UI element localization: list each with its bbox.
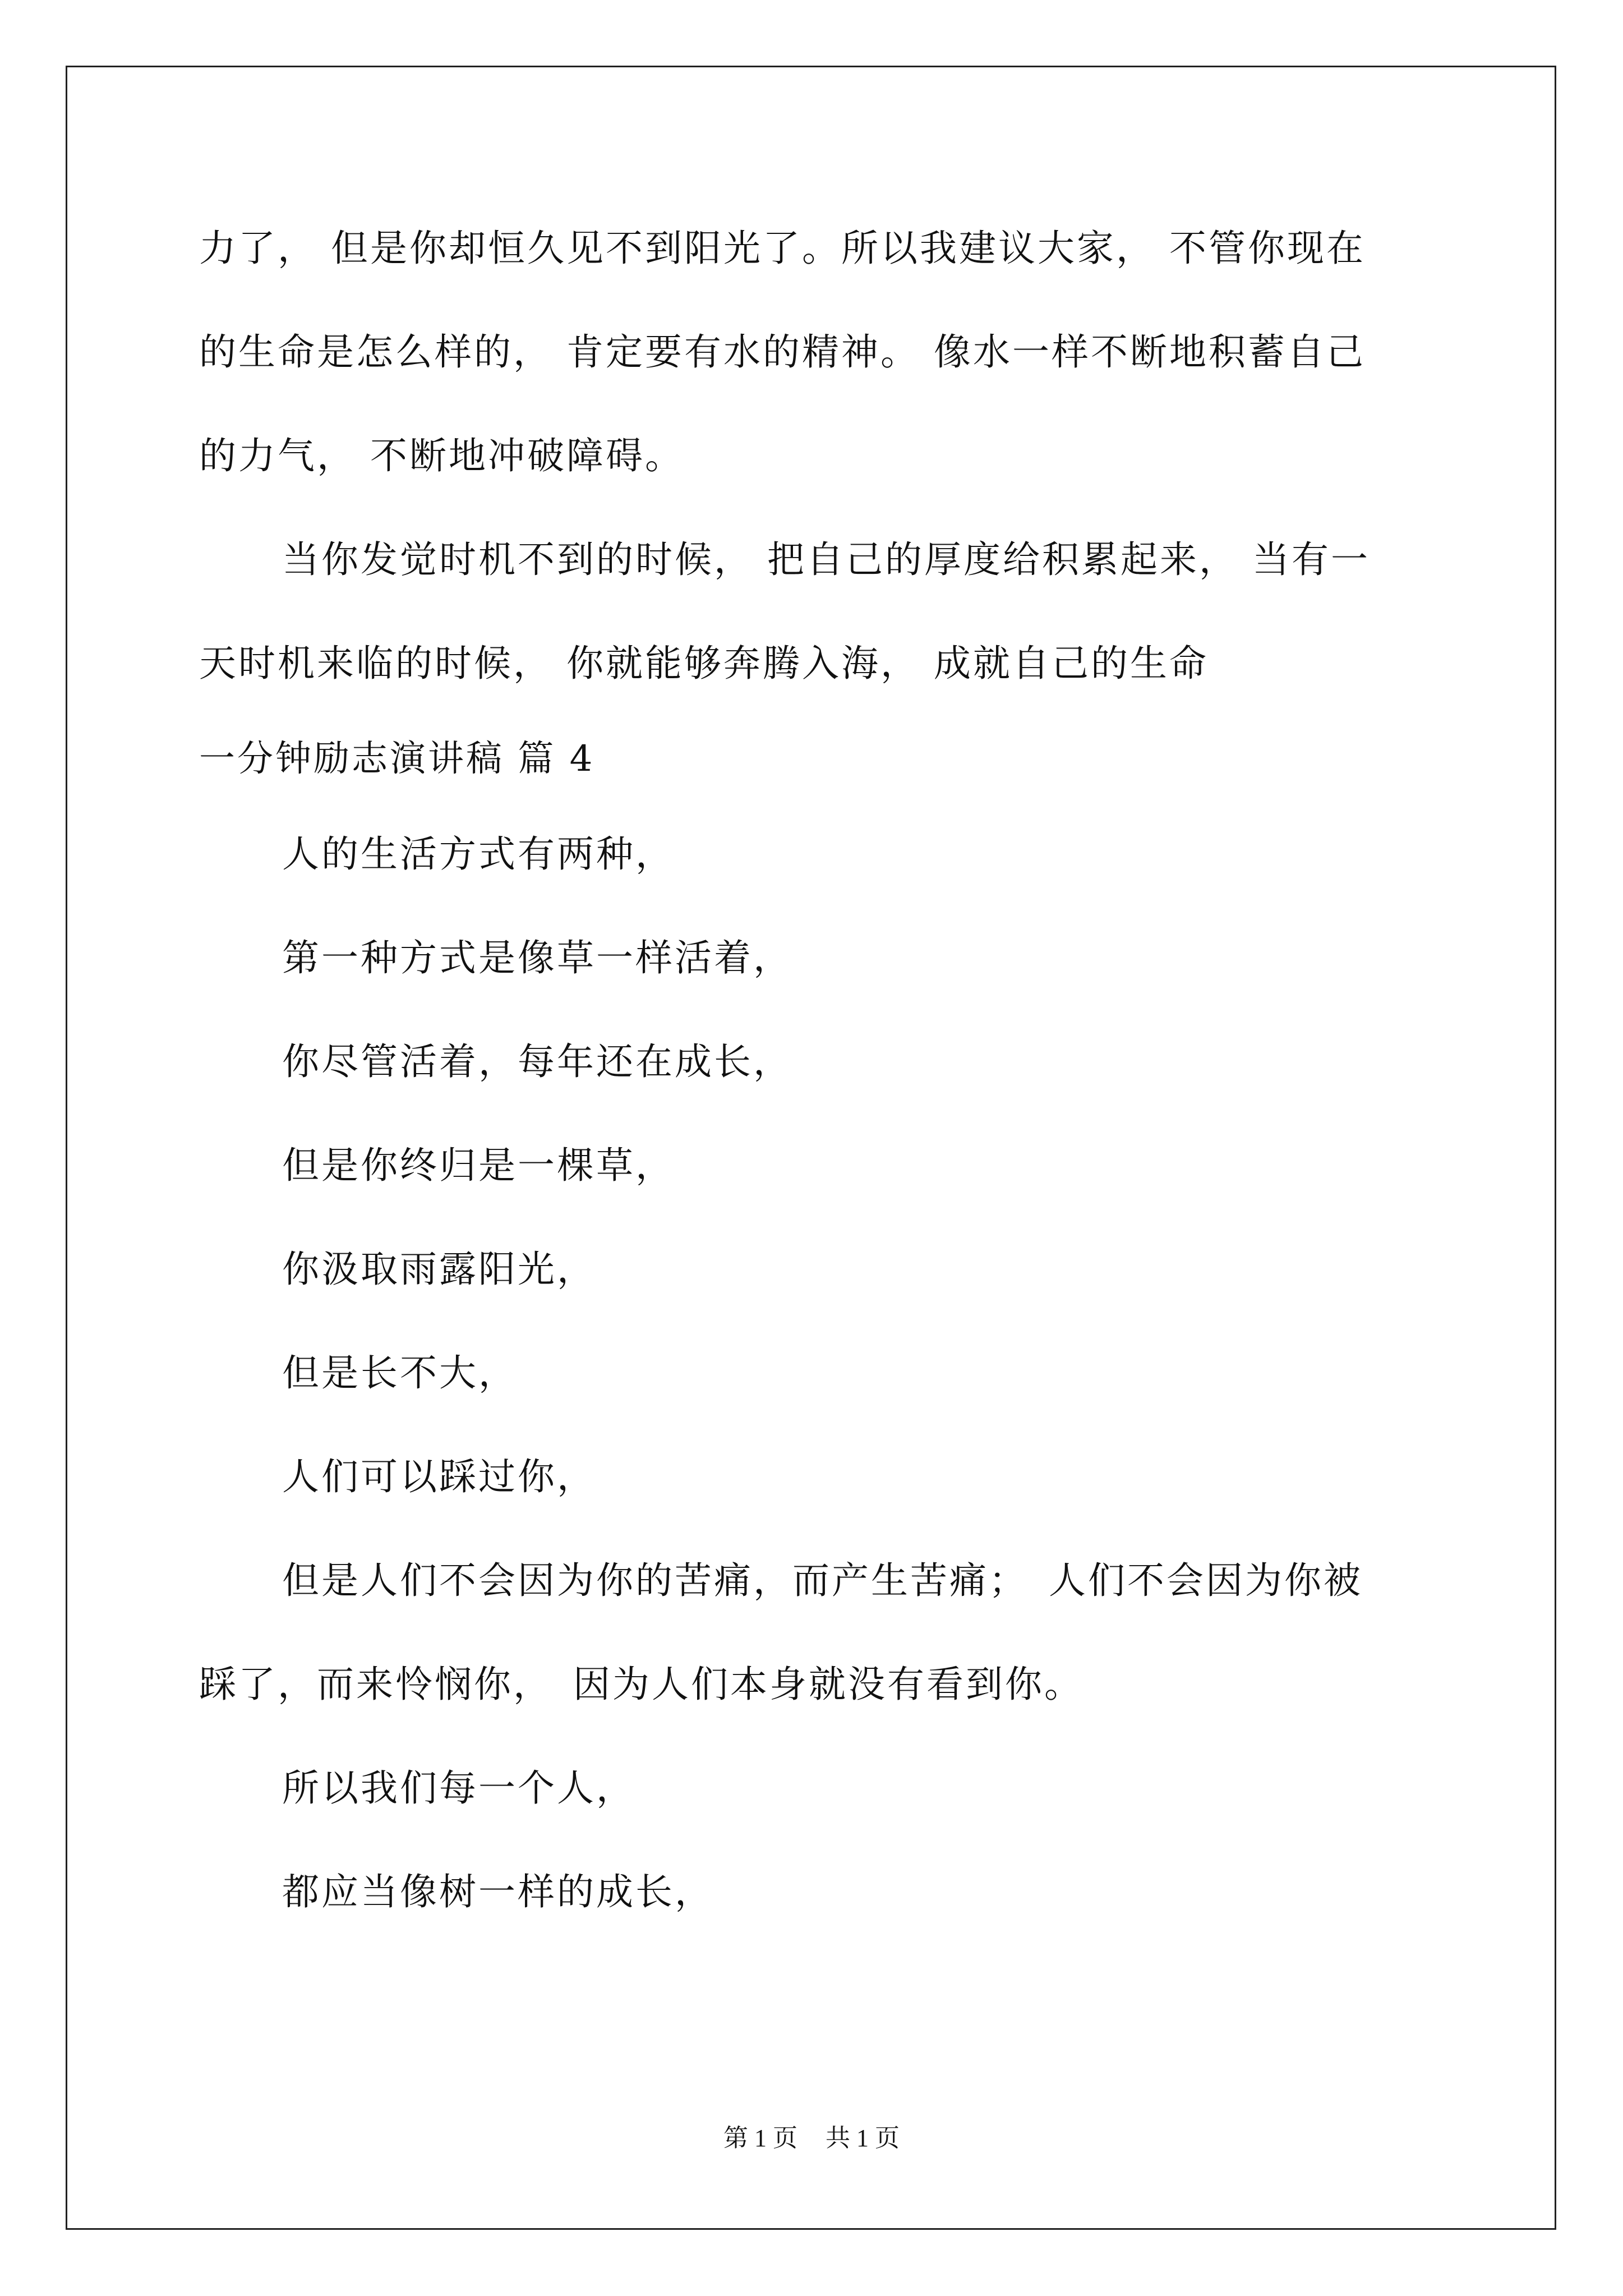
body-line: 第一种方式是像草一样活着，: [282, 936, 792, 979]
page-total: 共 1 页: [826, 2124, 900, 2152]
body-line: 但是长不大，: [282, 1351, 518, 1395]
body-line: 天时机来临的时候， 你就能够奔腾入海， 成就自己的生命: [199, 642, 1209, 685]
body-line: 你汲取雨露阳光，: [282, 1248, 596, 1291]
body-line: 但是人们不会因为你的苦痛，而产生苦痛； 人们不会因为你被: [282, 1559, 1363, 1602]
page-number: 第 1 页: [723, 2124, 797, 2152]
page-footer: [0, 2126, 1623, 2151]
body-line: 人的生活方式有两种，: [282, 832, 675, 876]
section-heading: 一分钟励志演讲稿 篇 4: [199, 738, 595, 780]
body-line: 人们可以踩过你，: [282, 1455, 596, 1498]
body-line: 都应当像树一样的成长，: [282, 1870, 714, 1913]
body-line: 但是你终归是一棵草，: [282, 1144, 675, 1187]
body-line: 当你发觉时机不到的时候， 把自己的厚度给积累起来， 当有一: [282, 538, 1370, 581]
body-line: 你尽管活着，每年还在成长，: [282, 1040, 792, 1083]
body-line: 力了， 但是你却恒久见不到阳光了。所以我建议大家， 不管你现在: [199, 227, 1366, 270]
body-line: 踩了，而来怜悯你， 因为人们本身就没有看到你。: [199, 1663, 1083, 1706]
body-line: 所以我们每一个人，: [282, 1766, 635, 1810]
body-line: 的生命是怎么样的， 肯定要有水的精神。 像水一样不断地积蓄自己: [199, 330, 1366, 374]
body-line: 的力气， 不断地冲破障碍。: [199, 434, 684, 477]
